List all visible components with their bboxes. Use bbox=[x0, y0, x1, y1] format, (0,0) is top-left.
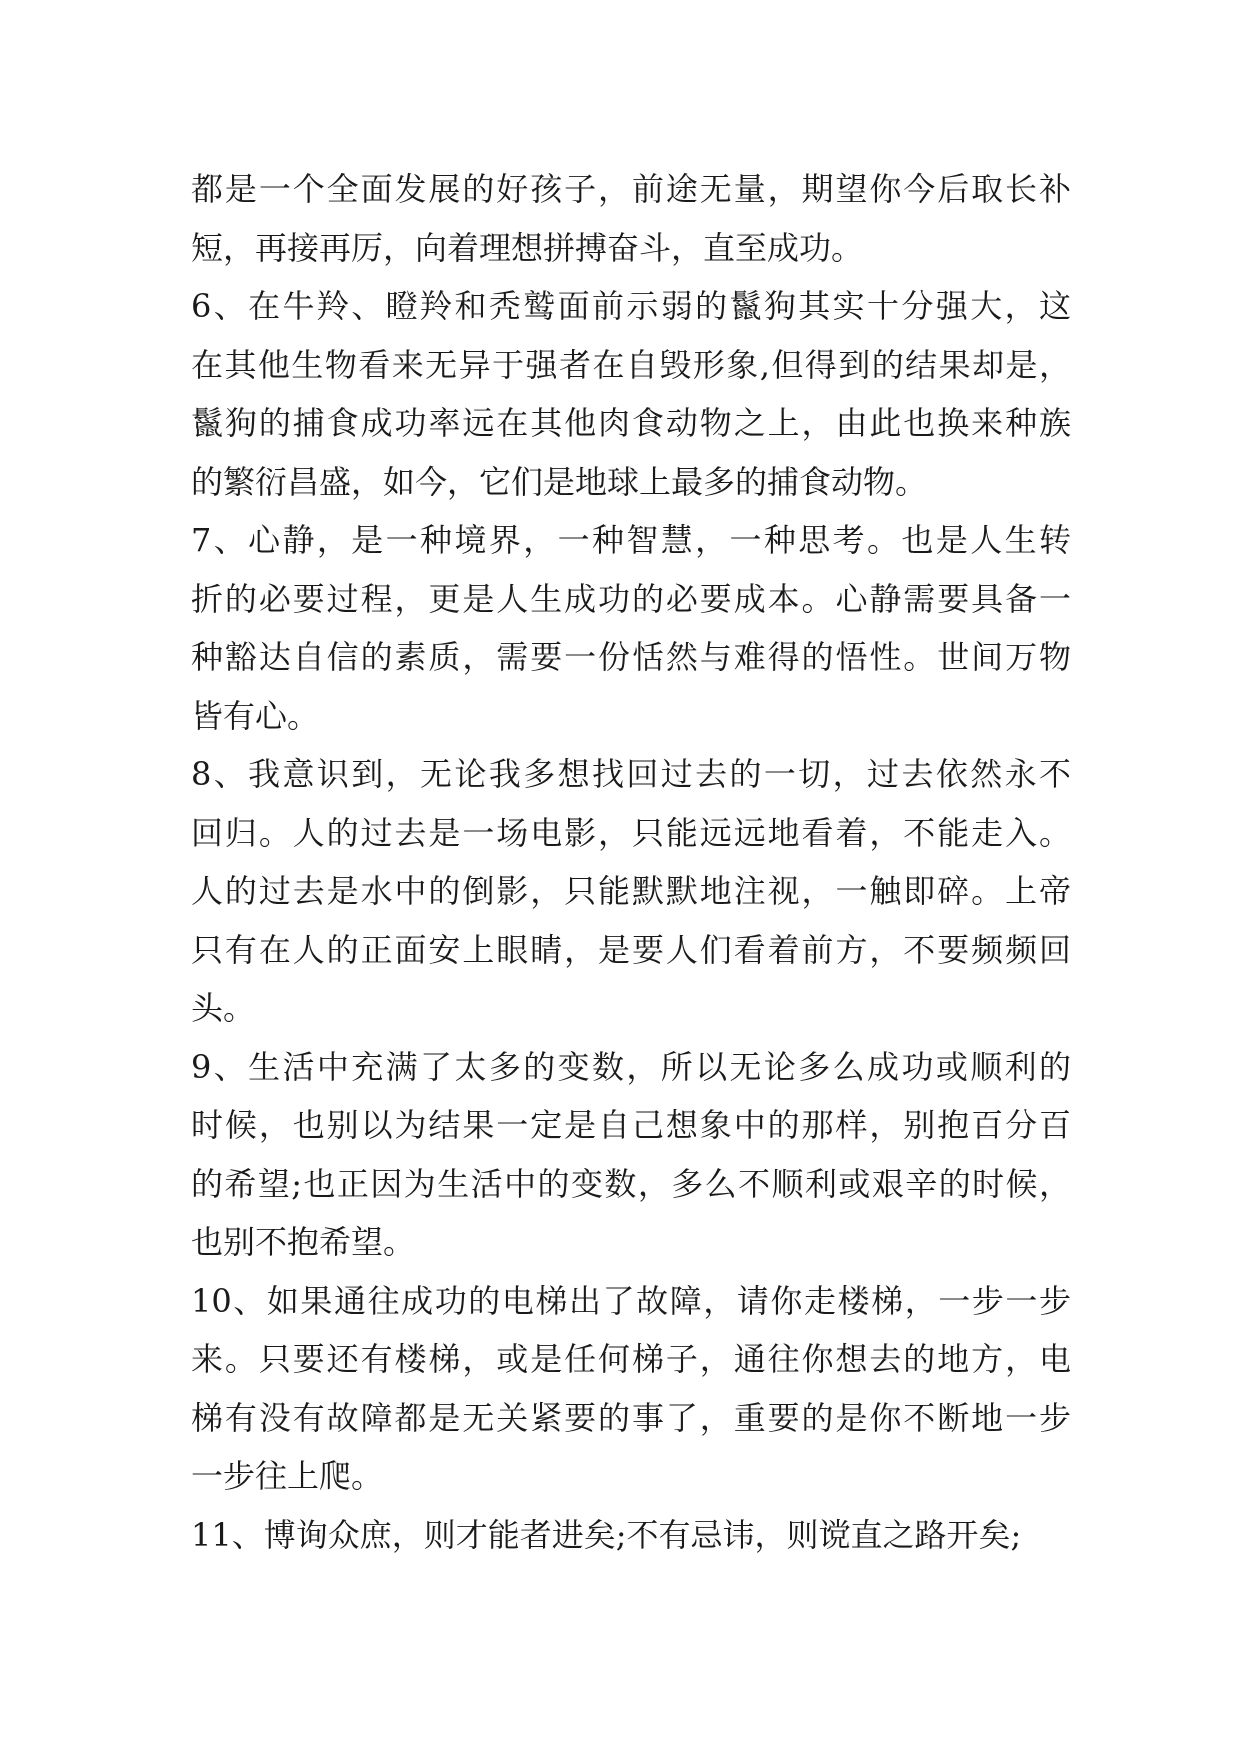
text-line: 都是一个全面发展的好孩子，前途无量，期望你今后取长补 bbox=[191, 170, 1071, 208]
text-line: 人的过去是水中的倒影，只能默默地注视，一触即碎。上帝 bbox=[191, 872, 1071, 910]
text-line: 的希望;也正因为生活中的变数，多么不顺利或艰辛的时候， bbox=[191, 1164, 1071, 1203]
text-line: 回归。人的过去是一场电影，只能远远地看着，不能走入。 bbox=[191, 813, 1071, 852]
text-line: 短，再接再厉，向着理想拼搏奋斗，直至成功。 bbox=[191, 228, 864, 267]
text-line: 10、如果通往成功的电梯出了故障，请你走楼梯，一步一步 bbox=[191, 1281, 1071, 1320]
text-line: 皆有心。 bbox=[191, 696, 320, 735]
text-line: 只有在人的正面安上眼睛，是要人们看着前方，不要频频回 bbox=[191, 930, 1071, 969]
text-line: 也别不抱希望。 bbox=[191, 1223, 416, 1261]
text-line: 9、生活中充满了太多的变数，所以无论多么成功或顺利的 bbox=[191, 1047, 1071, 1086]
text-line: 7、心静，是一种境界，一种智慧，一种思考。也是人生转 bbox=[191, 521, 1071, 559]
text-line: 6、在牛羚、瞪羚和秃鹫面前示弱的鬣狗其实十分强大，这 bbox=[191, 287, 1071, 325]
text-line: 在其他生物看来无异于强者在自毁形象,但得到的结果却是， bbox=[191, 345, 1071, 384]
text-line: 一步往上爬。 bbox=[191, 1457, 384, 1495]
text-line: 来。只要还有楼梯，或是任何梯子，通往你想去的地方，电 bbox=[191, 1340, 1071, 1378]
body-text bbox=[191, 160, 1071, 1564]
text-line: 鬣狗的捕食成功率远在其他肉食动物之上，由此也换来种族 bbox=[191, 404, 1071, 442]
text-line: 梯有没有故障都是无关紧要的事了，重要的是你不断地一步 bbox=[191, 1398, 1071, 1437]
text-line: 折的必要过程，更是人生成功的必要成本。心静需要具备一 bbox=[191, 579, 1071, 618]
text-line: 8、我意识到，无论我多想找回过去的一切，过去依然永不 bbox=[191, 755, 1071, 793]
text-line: 种豁达自信的素质，需要一份恬然与难得的悟性。世间万物 bbox=[191, 638, 1071, 676]
text-line: 时候，也别以为结果一定是自己想象中的那样，别抱百分百 bbox=[191, 1106, 1071, 1144]
text-line: 的繁衍昌盛，如今，它们是地球上最多的捕食动物。 bbox=[191, 462, 928, 501]
text-line: 头。 bbox=[191, 989, 256, 1027]
text-line: 11、博询众庶，则才能者进矣;不有忌讳，则谠直之路开矣; bbox=[191, 1515, 1022, 1554]
